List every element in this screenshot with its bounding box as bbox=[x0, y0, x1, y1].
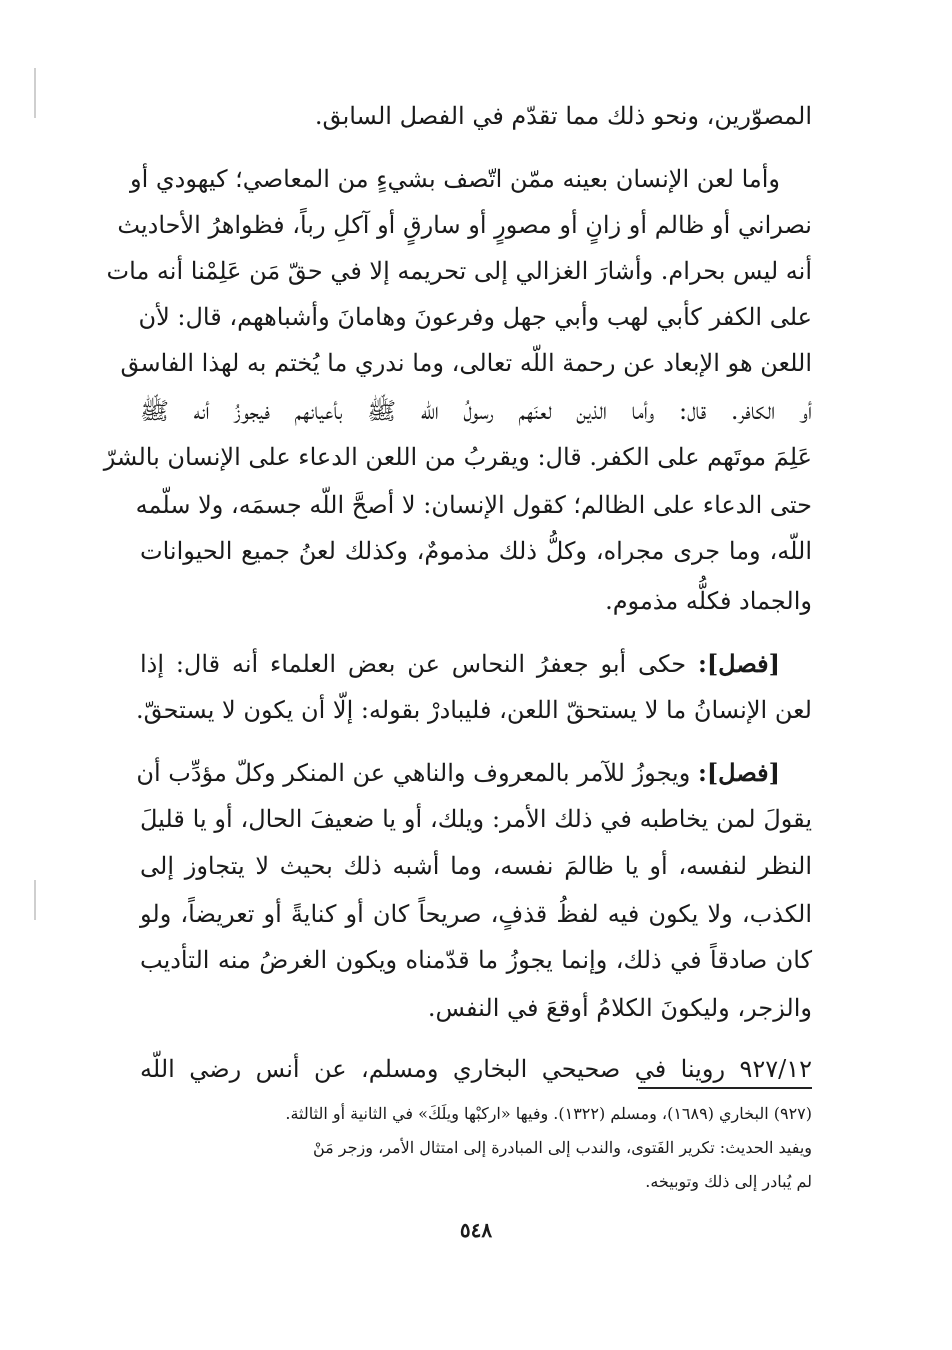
scan-edge-mark bbox=[34, 880, 36, 920]
paragraph-line bbox=[136, 750, 780, 796]
paragraph-line: والزجر، وليكونَ الكلامُ أوقعَ في النفس. bbox=[427, 994, 812, 1022]
footnote-separator bbox=[638, 1087, 812, 1089]
paragraph-line: والجماد فكلُّه مذموم. bbox=[605, 587, 812, 615]
paragraph-line: لعن الإنسانُ ما لا يستحقّ اللعن، فليبادرْ بقوله: إلّا أن يكون لا يستحقّ. bbox=[135, 696, 812, 724]
paragraph-line: يقولَ لمن يخاطبه في ذلك الأمر: ويلك، أو يا ضعيفَ الحال، أو يا قليلَ bbox=[140, 805, 812, 833]
hadith-line: ٩٢٧/١٢ روينا في صحيحي البخاري ومسلم، عن أنس رضي اللّه bbox=[140, 1055, 812, 1083]
paragraph-text: حكى أبو جعفرُ النحاس عن بعض العلماء أنه قال: إذا bbox=[140, 650, 698, 678]
page-number: ٥٤٨ bbox=[459, 1218, 493, 1242]
paragraph-line: الكذب، ولا يكون فيه لفظُ قذفٍ، صريحاً كان أو كنايةً أو تعريضاً، ولو bbox=[140, 900, 812, 928]
paragraph-line: كان صادقاً في ذلك، وإنما يجوزُ ما قدّمناه ويكون الغرضُ منه التأديب bbox=[140, 946, 812, 974]
paragraph-line bbox=[140, 641, 780, 687]
paragraph-line: أو الكافر. قال: وأما الذين لعنَهم رسولُ اللّه ﷺ بأعيانهم فيجوزُ أنه ﷺ bbox=[140, 397, 812, 425]
paragraph-line: عَلِمَ موتَهم على الكفر. قال: ويقربُ من اللعن الدعاء على الإنسان بالشرّ bbox=[103, 443, 812, 471]
paragraph-line: نصراني أو ظالم أو زانٍ أو مصورٍ أو سارقٍ أو آكلِ رباً، فظواهرُ الأحاديث bbox=[117, 211, 812, 239]
paragraph-line: اللعن هو الإبعاد عن رحمة اللّه تعالى، وما ندري ما يُختم به لهذا الفاسق bbox=[120, 349, 812, 377]
paragraph-line: اللّه، وما جرى مجراه، وكلُّ ذلك مذمومٌ، وكذلك لعنُ جميع الحيوانات bbox=[140, 537, 812, 565]
section-label: [فصل]: bbox=[697, 649, 780, 678]
paragraph-line: أنه ليس بحرام. وأشارَ الغزالي إلى تحريمه إلا في حقّ مَن عَلِمْنا أنه مات bbox=[106, 257, 812, 285]
paragraph-line: على الكفر كأبي لهب وأبي جهل وفرعونَ وهامانَ وأشباههم، قال: لأن bbox=[138, 303, 812, 331]
paragraph-text: ويجوزُ للآمر بالمعروف والناهي عن المنكر وكلّ مؤدِّب أن bbox=[136, 759, 698, 787]
footnote-line: (٩٢٧) البخاري (١٦٨٩)، ومسلم (١٣٢٢). وفيها «اركبْها ويلَكَ» في الثانية أو الثالثة. bbox=[285, 1104, 812, 1123]
paragraph-line: وأما لعن الإنسان بعينه ممّن اتّصف بشيءٍ من المعاصي؛ كيهودي أو bbox=[130, 165, 780, 193]
paragraph-line: حتى الدعاء على الظالم؛ كقول الإنسان: لا أصحَّ اللّه جسمَه، ولا سلّمه bbox=[135, 491, 812, 519]
paragraph-line: المصوّرين، ونحو ذلك مما تقدّم في الفصل السابق. bbox=[314, 102, 812, 130]
section-label: [فصل]: bbox=[697, 758, 780, 787]
paragraph-line: النظر لنفسه، أو يا ظالمَ نفسه، وما أشبه ذلك بحيث لا يتجاوز إلى bbox=[140, 852, 812, 880]
footnote-line: لم يُبادر إلى ذلك وتوبيخه. bbox=[645, 1172, 812, 1191]
scan-edge-mark bbox=[34, 68, 36, 118]
footnote-line: ويفيد الحديث: تكرير الفَتوى، والندب إلى المبادرة إلى امتثال الأمر، وزجر مَنْ bbox=[312, 1138, 812, 1157]
